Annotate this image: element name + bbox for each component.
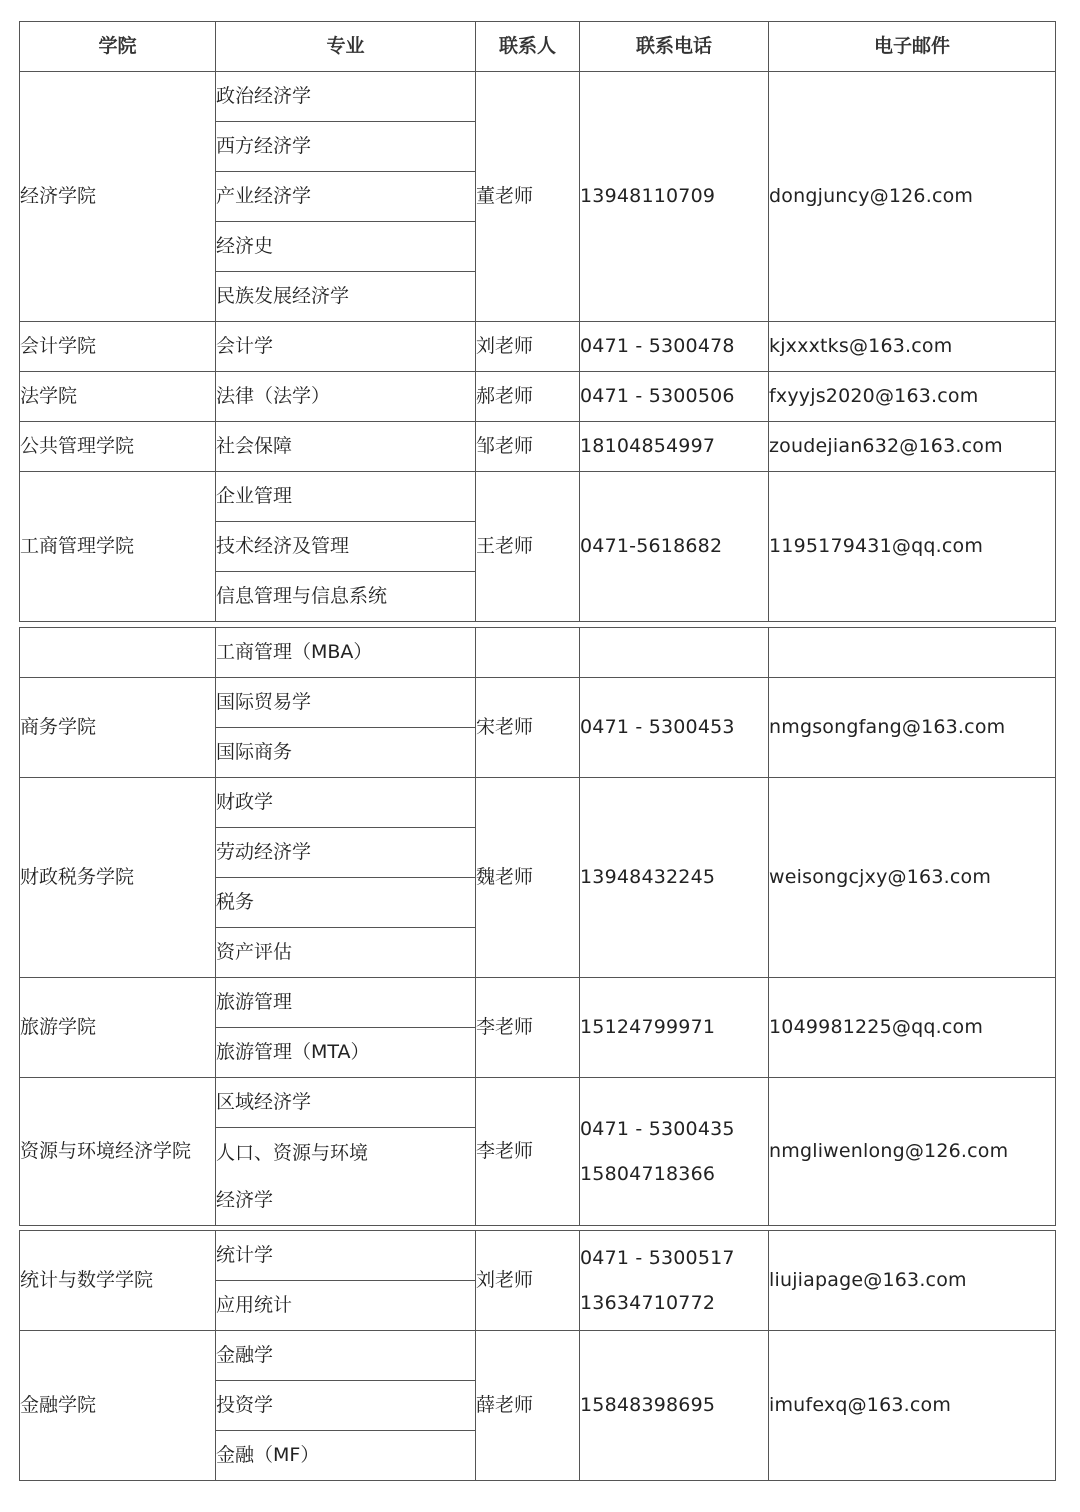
table-row xyxy=(20,1331,1056,1381)
phone-line: 15804718366 xyxy=(580,1162,716,1185)
major-cell: 信息管理与信息系统 xyxy=(216,572,476,622)
table-row xyxy=(20,472,1056,522)
phone-line: 13634710772 xyxy=(580,1291,716,1314)
phone-cell: 0471-5618682 xyxy=(580,472,769,622)
contact-cell: 刘老师 xyxy=(476,1231,580,1331)
college-cell: 资源与环境经济学院 xyxy=(20,1078,216,1226)
college-cell: 旅游学院 xyxy=(20,978,216,1078)
header-contact: 联系人 xyxy=(476,22,580,72)
major-line: 经济学 xyxy=(216,1188,274,1211)
table-row xyxy=(20,778,1056,828)
college-cell: 法学院 xyxy=(20,372,216,422)
phone-line: 0471 - 5300435 xyxy=(580,1117,735,1140)
phone-cell: 0471 - 5300506 xyxy=(580,372,769,422)
phone-cell: 13948110709 xyxy=(580,72,769,322)
major-cell: 投资学 xyxy=(216,1381,476,1431)
email-cell: imufexq@163.com xyxy=(769,1331,1056,1481)
email-cell xyxy=(769,628,1056,678)
major-cell: 国际贸易学 xyxy=(216,678,476,728)
table-row xyxy=(20,372,1056,422)
major-cell: 产业经济学 xyxy=(216,172,476,222)
major-cell: 金融（MF） xyxy=(216,1431,476,1481)
major-line: 人口、资源与环境 xyxy=(216,1141,369,1164)
major-cell: 会计学 xyxy=(216,322,476,372)
contact-cell: 郝老师 xyxy=(476,372,580,422)
table-row xyxy=(20,422,1056,472)
major-cell: 社会保障 xyxy=(216,422,476,472)
table-row xyxy=(20,978,1056,1028)
contact-cell: 李老师 xyxy=(476,978,580,1078)
contact-table-part-3 xyxy=(19,1230,1056,1481)
major-cell: 旅游管理 xyxy=(216,978,476,1028)
phone-cell: 15124799971 xyxy=(580,978,769,1078)
college-cell: 金融学院 xyxy=(20,1331,216,1481)
table-row xyxy=(20,322,1056,372)
table-row xyxy=(20,72,1056,122)
college-cell: 财政税务学院 xyxy=(20,778,216,978)
contact-cell: 王老师 xyxy=(476,472,580,622)
major-cell: 应用统计 xyxy=(216,1281,476,1331)
table-row xyxy=(20,678,1056,728)
email-cell: liujiapage@163.com xyxy=(769,1231,1056,1331)
major-cell: 金融学 xyxy=(216,1331,476,1381)
header-major: 专业 xyxy=(216,22,476,72)
email-cell: nmgsongfang@163.com xyxy=(769,678,1056,778)
contact-cell: 李老师 xyxy=(476,1078,580,1226)
email-cell: 1049981225@qq.com xyxy=(769,978,1056,1078)
header-email: 电子邮件 xyxy=(769,22,1056,72)
contact-cell: 薛老师 xyxy=(476,1331,580,1481)
header-college: 学院 xyxy=(20,22,216,72)
table-header-row xyxy=(20,22,1056,72)
major-cell: 旅游管理（MTA） xyxy=(216,1028,476,1078)
major-cell: 国际商务 xyxy=(216,728,476,778)
phone-cell: 13948432245 xyxy=(580,778,769,978)
college-cell: 会计学院 xyxy=(20,322,216,372)
email-cell: kjxxxtks@163.com xyxy=(769,322,1056,372)
major-cell: 经济史 xyxy=(216,222,476,272)
table-row xyxy=(20,628,1056,678)
major-cell: 政治经济学 xyxy=(216,72,476,122)
college-cell xyxy=(20,628,216,678)
phone-cell: 0471 - 5300478 xyxy=(580,322,769,372)
major-cell: 税务 xyxy=(216,878,476,928)
phone-cell: 18104854997 xyxy=(580,422,769,472)
phone-cell: 15848398695 xyxy=(580,1331,769,1481)
major-cell: 技术经济及管理 xyxy=(216,522,476,572)
college-cell: 商务学院 xyxy=(20,678,216,778)
major-cell: 西方经济学 xyxy=(216,122,476,172)
header-phone: 联系电话 xyxy=(580,22,769,72)
phone-cell: 0471 - 5300453 xyxy=(580,678,769,778)
contact-cell xyxy=(476,628,580,678)
email-cell: fxyyjs2020@163.com xyxy=(769,372,1056,422)
email-cell: nmgliwenlong@126.com xyxy=(769,1078,1056,1226)
major-cell: 劳动经济学 xyxy=(216,828,476,878)
contact-cell: 邹老师 xyxy=(476,422,580,472)
contact-cell: 董老师 xyxy=(476,72,580,322)
contact-cell: 宋老师 xyxy=(476,678,580,778)
phone-line: 0471 - 5300517 xyxy=(580,1246,735,1269)
phone-cell xyxy=(580,1078,769,1226)
major-cell: 工商管理（MBA） xyxy=(216,628,476,678)
major-cell: 企业管理 xyxy=(216,472,476,522)
major-cell: 统计学 xyxy=(216,1231,476,1281)
college-cell: 经济学院 xyxy=(20,72,216,322)
email-cell: 1195179431@qq.com xyxy=(769,472,1056,622)
table-row xyxy=(20,1231,1056,1281)
major-cell: 法律（法学） xyxy=(216,372,476,422)
email-cell: dongjuncy@126.com xyxy=(769,72,1056,322)
contact-cell: 刘老师 xyxy=(476,322,580,372)
major-cell: 区域经济学 xyxy=(216,1078,476,1128)
college-cell: 统计与数学学院 xyxy=(20,1231,216,1331)
phone-cell xyxy=(580,1231,769,1331)
phone-cell xyxy=(580,628,769,678)
contact-table-part-1 xyxy=(19,21,1056,622)
major-cell xyxy=(216,1128,476,1226)
college-cell: 工商管理学院 xyxy=(20,472,216,622)
email-cell: zoudejian632@163.com xyxy=(769,422,1056,472)
major-cell: 民族发展经济学 xyxy=(216,272,476,322)
major-cell: 资产评估 xyxy=(216,928,476,978)
table-row xyxy=(20,1078,1056,1128)
college-cell: 公共管理学院 xyxy=(20,422,216,472)
contact-cell: 魏老师 xyxy=(476,778,580,978)
contact-table-part-2 xyxy=(19,627,1056,1226)
email-cell: weisongcjxy@163.com xyxy=(769,778,1056,978)
major-cell: 财政学 xyxy=(216,778,476,828)
